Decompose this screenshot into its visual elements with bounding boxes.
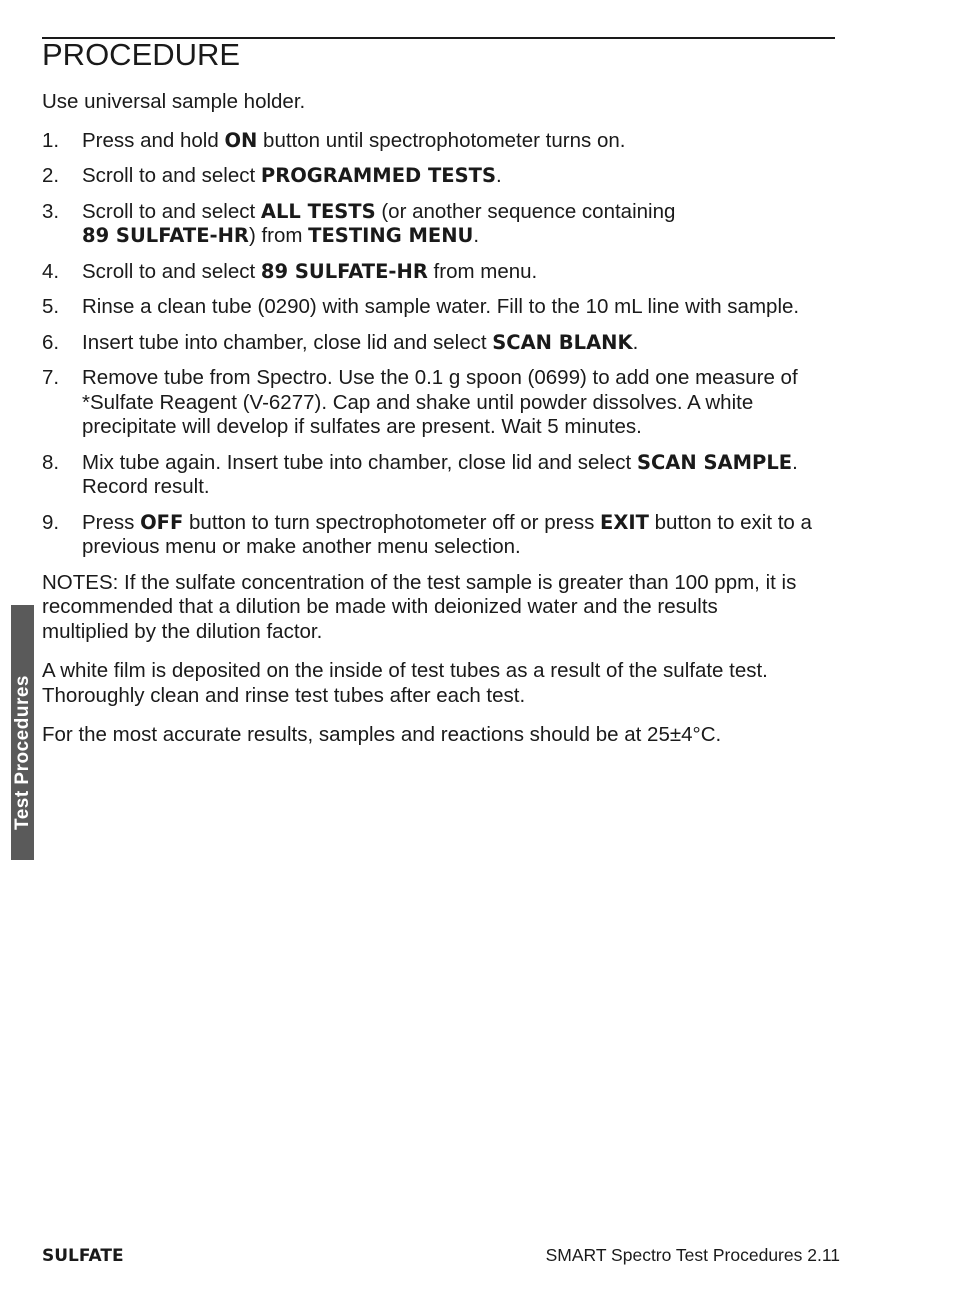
step-text: Remove tube from Spectro. Use the 0.1 g spoon (0699) to add one measure of *Sulfate Reagent (V-6277). Cap and shake until powder dissolves. A white precipitate will develop if sulfates are present. Wait 5 minutes. <box>82 366 798 438</box>
step-keyword: ON <box>224 128 258 152</box>
step-number: 4. <box>42 259 60 283</box>
footer-section-name: SULFATE <box>42 1246 124 1266</box>
procedure-step <box>42 451 842 500</box>
procedure-step <box>42 200 842 249</box>
step-keyword: 89 SULFATE-HR <box>260 259 428 283</box>
step-keyword: EXIT <box>600 510 649 534</box>
note-temperature: For the most accurate results, samples and reactions should be at 25±4°C. <box>42 723 722 746</box>
step-number: 9. <box>42 510 60 534</box>
step-text: ) from <box>248 224 309 247</box>
step-text: Mix tube again. Insert tube into chamber, close lid and select <box>82 450 637 474</box>
procedure-step <box>42 331 842 356</box>
procedure-content <box>42 90 842 763</box>
step-number: 6. <box>42 330 60 354</box>
step-number: 8. <box>42 450 60 474</box>
step-text: button to turn spectrophotometer off or press <box>183 510 601 534</box>
step-text: button to exit to a previous menu or make another menu selection. <box>82 510 812 558</box>
step-text: Scroll to and select <box>82 164 261 187</box>
step-text: . <box>632 330 639 354</box>
intro-text: Use universal sample holder. <box>42 90 306 113</box>
step-keyword: OFF <box>140 510 184 534</box>
step-keyword: SCAN BLANK <box>492 330 633 354</box>
procedure-step <box>42 129 842 154</box>
step-text: Rinse a clean tube (0290) with sample water. Fill to the 10 mL line with sample. <box>82 295 800 318</box>
step-text: (or another sequence containing <box>375 199 676 223</box>
step-text: . <box>473 224 480 247</box>
step-keyword: ALL TESTS <box>260 199 376 223</box>
step-text: Insert tube into chamber, close lid and select <box>82 330 493 354</box>
procedure-steps <box>42 129 842 560</box>
procedure-step <box>42 164 842 189</box>
step-keyword: PROGRAMMED TESTS <box>260 164 497 187</box>
step-keyword: SCAN SAMPLE <box>636 450 793 474</box>
step-keyword: 89 SULFATE-HR <box>82 224 249 247</box>
step-number: 1. <box>42 128 60 152</box>
step-text: . Record result. <box>82 450 798 498</box>
step-text: Press <box>82 510 141 534</box>
step-number: 7. <box>42 366 60 389</box>
note-dilution: NOTES: If the sulfate concentration of the test sample is greater than 100 ppm, it is recommended that a dilution be made with deionized water and the results multiplied by the dilution factor. <box>42 570 797 643</box>
side-tab-label: Test Procedures <box>12 675 33 830</box>
side-tab <box>11 605 34 860</box>
step-text: Scroll to and select <box>82 259 261 283</box>
page-title: PROCEDURE <box>42 37 241 72</box>
step-text: from menu. <box>427 259 538 283</box>
procedure-step <box>42 260 842 285</box>
step-text: button until spectrophotometer turns on. <box>257 128 626 152</box>
note-white-film: A white film is deposited on the inside of test tubes as a result of the sulfate test. Thoroughly clean and rinse test tubes after each test. <box>42 659 768 707</box>
step-text: Scroll to and select <box>82 199 261 223</box>
procedure-step <box>42 295 842 320</box>
step-number: 2. <box>42 164 60 187</box>
procedure-step <box>42 366 842 440</box>
step-number: 3. <box>42 199 60 223</box>
step-text: . <box>496 164 502 187</box>
step-text: Press and hold <box>82 128 225 152</box>
footer-page-info: SMART Spectro Test Procedures 2.11 <box>545 1245 840 1265</box>
step-number: 5. <box>42 295 60 318</box>
procedure-step <box>42 511 842 560</box>
step-keyword: TESTING MENU <box>308 224 474 247</box>
